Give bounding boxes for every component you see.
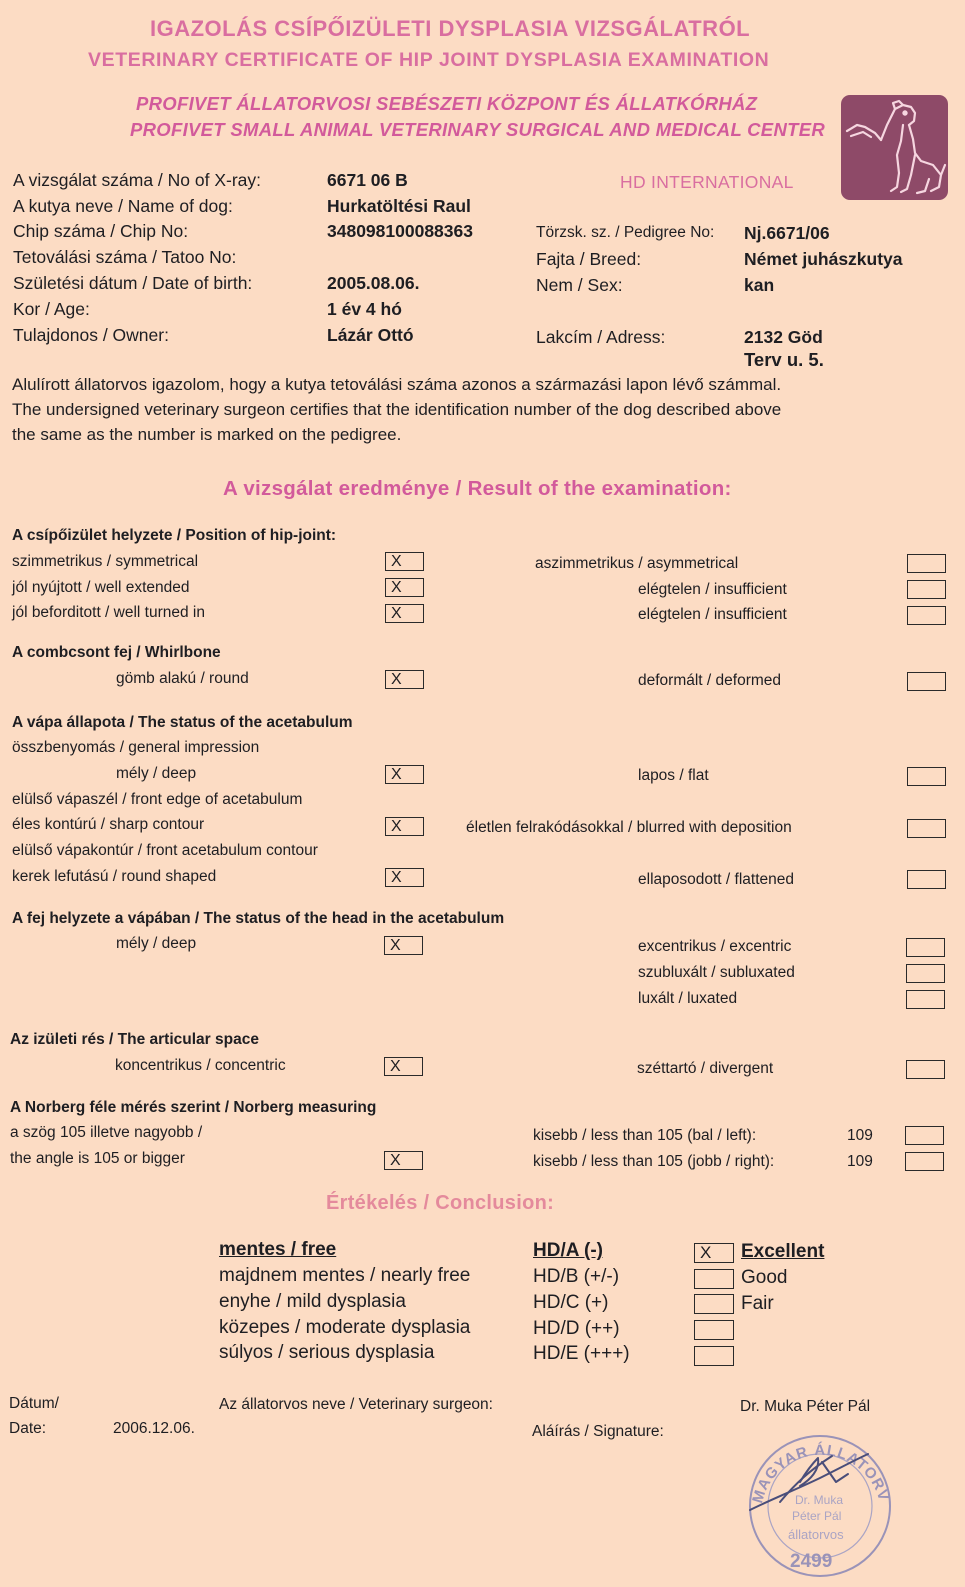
- grade-d-checkbox[interactable]: [694, 1320, 734, 1340]
- hip-well-extended-checkbox[interactable]: X: [385, 578, 424, 597]
- head-deep-label: mély / deep: [116, 935, 197, 952]
- norberg-bigger-checkbox[interactable]: X: [384, 1151, 423, 1170]
- grade-a-rating: Excellent: [741, 1241, 825, 1262]
- articular-concentric-label: koncentrikus / concentric: [115, 1057, 286, 1074]
- pedigree-label: Törzsk. sz. / Pedigree No:: [536, 224, 715, 241]
- grade-c-checkbox[interactable]: [694, 1294, 734, 1314]
- address-label: Lakcím / Adress:: [536, 327, 666, 347]
- stamp-role: állatorvos: [788, 1527, 844, 1542]
- acetabulum-blurred-label: életlen felrakódásokkal / blurred with deposition: [466, 819, 792, 836]
- center-name-en: PROFIVET SMALL ANIMAL VETERINARY SURGICAL AND MEDICAL CENTER: [130, 119, 826, 140]
- title-hu: IGAZOLÁS CSÍPŐIZÜLETI DYSPLASIA VIZSGÁLATRÓL: [150, 16, 751, 41]
- age-label: Kor / Age:: [13, 299, 90, 319]
- head-excentric-checkbox[interactable]: [906, 938, 945, 957]
- grade-b-rating: Good: [741, 1267, 788, 1288]
- owner-value: Lázár Ottó: [327, 325, 414, 345]
- head-luxated-checkbox[interactable]: [906, 990, 945, 1009]
- acetabulum-flattened-checkbox[interactable]: [907, 870, 946, 889]
- hip-well-extended-label: jól nyújtott / well extended: [12, 579, 190, 596]
- chip-value: 348098100088363: [327, 221, 473, 241]
- sex-value: kan: [744, 275, 775, 295]
- articular-divergent-checkbox[interactable]: [906, 1060, 945, 1079]
- breed-label: Fajta / Breed:: [536, 249, 642, 269]
- norberg-less-right-label: kisebb / less than 105 (jobb / right):: [533, 1153, 775, 1170]
- vet-stamp-icon: [740, 1422, 900, 1582]
- whirlbone-heading: A combcsont fej / Whirlbone: [12, 644, 221, 661]
- dob-label: Születési dátum / Date of birth:: [13, 273, 253, 293]
- acetabulum-round-shaped-label: kerek lefutású / round shaped: [12, 868, 217, 885]
- grade-e-code: HD/E (+++): [533, 1343, 630, 1364]
- breed-value: Német juhászkutya: [744, 249, 903, 269]
- stamp-ring-text: MAGYAR ÁLLATORV: [749, 1441, 893, 1506]
- whirlbone-round-checkbox[interactable]: X: [385, 670, 424, 689]
- hd-international: HD INTERNATIONAL: [620, 172, 794, 192]
- articular-heading: Az izületi rés / The articular space: [10, 1031, 259, 1048]
- chip-label: Chip száma / Chip No:: [13, 221, 189, 241]
- hip-symmetrical-label: szimmetrikus / symmetrical: [12, 553, 199, 570]
- norberg-less-left-label: kisebb / less than 105 (bal / left):: [533, 1127, 757, 1144]
- hip-insufficient2-label: elégtelen / insufficient: [638, 606, 787, 623]
- dob-value: 2005.08.06.: [327, 273, 420, 293]
- grade-d-desc: közepes / moderate dysplasia: [219, 1317, 471, 1338]
- grade-c-code: HD/C (+): [533, 1292, 609, 1313]
- acetabulum-flat-checkbox[interactable]: [907, 767, 946, 786]
- statement-line1: Alulírott állatorvos igazolom, hogy a kutya tetoválási száma azonos a származási lapon lévő számmal.: [12, 375, 782, 394]
- norberg-less-left-checkbox[interactable]: [905, 1126, 944, 1145]
- address-line1: 2132 Göd: [744, 327, 823, 347]
- xray-value: 6671 06 B: [327, 170, 408, 190]
- statement-line2: The undersigned veterinary surgeon certifies that the identification number of the dog described above: [12, 400, 782, 419]
- head-luxated-label: luxált / luxated: [638, 990, 738, 1007]
- signature-label: Aláírás / Signature:: [532, 1423, 664, 1440]
- head-excentric-label: excentrikus / excentric: [638, 938, 792, 955]
- grade-d-code: HD/D (++): [533, 1318, 620, 1339]
- address-line2: Terv u. 5.: [744, 349, 824, 370]
- date-value: 2006.12.06.: [113, 1420, 195, 1437]
- norberg-left-value: 109: [847, 1127, 873, 1144]
- hip-well-turned-checkbox[interactable]: X: [385, 604, 424, 623]
- dogname-value: Hurkatöltési Raul: [327, 196, 471, 216]
- acetabulum-deep-label: mély / deep: [116, 765, 197, 782]
- grade-a-code: HD/A (-): [533, 1240, 603, 1261]
- xray-label: A vizsgálat száma / No of X-ray:: [13, 170, 262, 190]
- stamp-name-2: Péter Pál: [792, 1509, 842, 1523]
- norberg-angle-hu: a szög 105 illetve nagyobb /: [10, 1124, 203, 1141]
- head-subluxated-checkbox[interactable]: [906, 964, 945, 983]
- articular-divergent-label: széttartó / divergent: [637, 1060, 774, 1077]
- result-heading: A vizsgálat eredménye / Result of the examination:: [223, 477, 732, 500]
- center-name-hu: PROFIVET ÁLLATORVOSI SEBÉSZETI KÖZPONT ÉS ÁLLATKÓRHÁZ: [136, 93, 758, 114]
- sex-label: Nem / Sex:: [536, 275, 623, 295]
- hip-insufficient1-label: elégtelen / insufficient: [638, 581, 787, 598]
- head-subluxated-label: szubluxált / subluxated: [638, 964, 795, 981]
- acetabulum-general-label: összbenyomás / general impression: [12, 739, 260, 756]
- stamp-name-1: Dr. Muka: [795, 1493, 844, 1507]
- grade-b-code: HD/B (+/-): [533, 1266, 620, 1287]
- date-label-1: Dátum/: [9, 1395, 59, 1412]
- grade-b-checkbox[interactable]: [694, 1269, 734, 1289]
- norberg-less-right-checkbox[interactable]: [905, 1152, 944, 1171]
- grade-a-desc: mentes / free: [219, 1239, 337, 1260]
- age-value: 1 év 4 hó: [327, 299, 402, 319]
- acetabulum-front-contour-label: elülső vápakontúr / front acetabulum contour: [12, 842, 318, 859]
- acetabulum-blurred-checkbox[interactable]: [907, 819, 946, 838]
- acetabulum-sharp-label: éles kontúrú / sharp contour: [12, 816, 205, 833]
- head-deep-checkbox[interactable]: X: [384, 936, 423, 955]
- whirlbone-deformed-label: deformált / deformed: [638, 672, 782, 689]
- norberg-heading: A Norberg féle mérés szerint / Norberg measuring: [10, 1099, 377, 1116]
- vet-label: Az állatorvos neve / Veterinary surgeon:: [219, 1396, 493, 1413]
- grade-a-checkbox[interactable]: X: [694, 1243, 734, 1263]
- whirlbone-deformed-checkbox[interactable]: [907, 672, 946, 691]
- acetabulum-round-shaped-checkbox[interactable]: X: [385, 868, 424, 887]
- hip-insufficient1-checkbox[interactable]: [907, 580, 946, 599]
- articular-concentric-checkbox[interactable]: X: [384, 1057, 423, 1076]
- grade-e-checkbox[interactable]: [694, 1346, 734, 1366]
- acetabulum-flattened-label: ellaposodott / flattened: [638, 871, 794, 888]
- grade-c-rating: Fair: [741, 1293, 774, 1314]
- norberg-right-value: 109: [847, 1153, 873, 1170]
- hip-insufficient2-checkbox[interactable]: [907, 606, 946, 625]
- owner-label: Tulajdonos / Owner:: [13, 325, 169, 345]
- hip-asymmetrical-label: aszimmetrikus / asymmetrical: [535, 555, 739, 572]
- hip-heading: A csípőizület helyzete / Position of hip-joint:: [12, 527, 337, 544]
- norberg-angle-en: the angle is 105 or bigger: [10, 1150, 185, 1167]
- statement-line3: the same as the number is marked on the pedigree.: [12, 425, 402, 444]
- grade-c-desc: enyhe / mild dysplasia: [219, 1291, 406, 1312]
- title-en: VETERINARY CERTIFICATE OF HIP JOINT DYSPLASIA EXAMINATION: [88, 49, 770, 71]
- dog-icon: [841, 95, 948, 200]
- pedigree-value: Nj.6671/06: [744, 223, 830, 243]
- date-label-2: Date:: [9, 1420, 47, 1437]
- head-heading: A fej helyzete a vápában / The status of the head in the acetabulum: [12, 910, 505, 927]
- vet-name: Dr. Muka Péter Pál: [740, 1398, 871, 1415]
- acetabulum-heading: A vápa állapota / The status of the acetabulum: [12, 714, 353, 731]
- hip-symmetrical-checkbox[interactable]: X: [385, 552, 424, 571]
- conclusion-heading: Értékelés / Conclusion:: [326, 1192, 555, 1214]
- dogname-label: A kutya neve / Name of dog:: [13, 196, 233, 216]
- grade-b-desc: majdnem mentes / nearly free: [219, 1265, 471, 1286]
- stamp-number: 2499: [790, 1551, 833, 1572]
- acetabulum-deep-checkbox[interactable]: X: [385, 765, 424, 784]
- acetabulum-flat-label: lapos / flat: [638, 767, 709, 784]
- grade-e-desc: súlyos / serious dysplasia: [219, 1342, 435, 1363]
- whirlbone-round-label: gömb alakú / round: [116, 670, 249, 687]
- tattoo-label: Tetoválási száma / Tatoo No:: [13, 247, 237, 267]
- acetabulum-front-edge-label: elülső vápaszél / front edge of acetabulum: [12, 791, 303, 808]
- acetabulum-sharp-checkbox[interactable]: X: [385, 817, 424, 836]
- hip-asymmetrical-checkbox[interactable]: [907, 554, 946, 573]
- hip-well-turned-label: jól beforditott / well turned in: [12, 604, 205, 621]
